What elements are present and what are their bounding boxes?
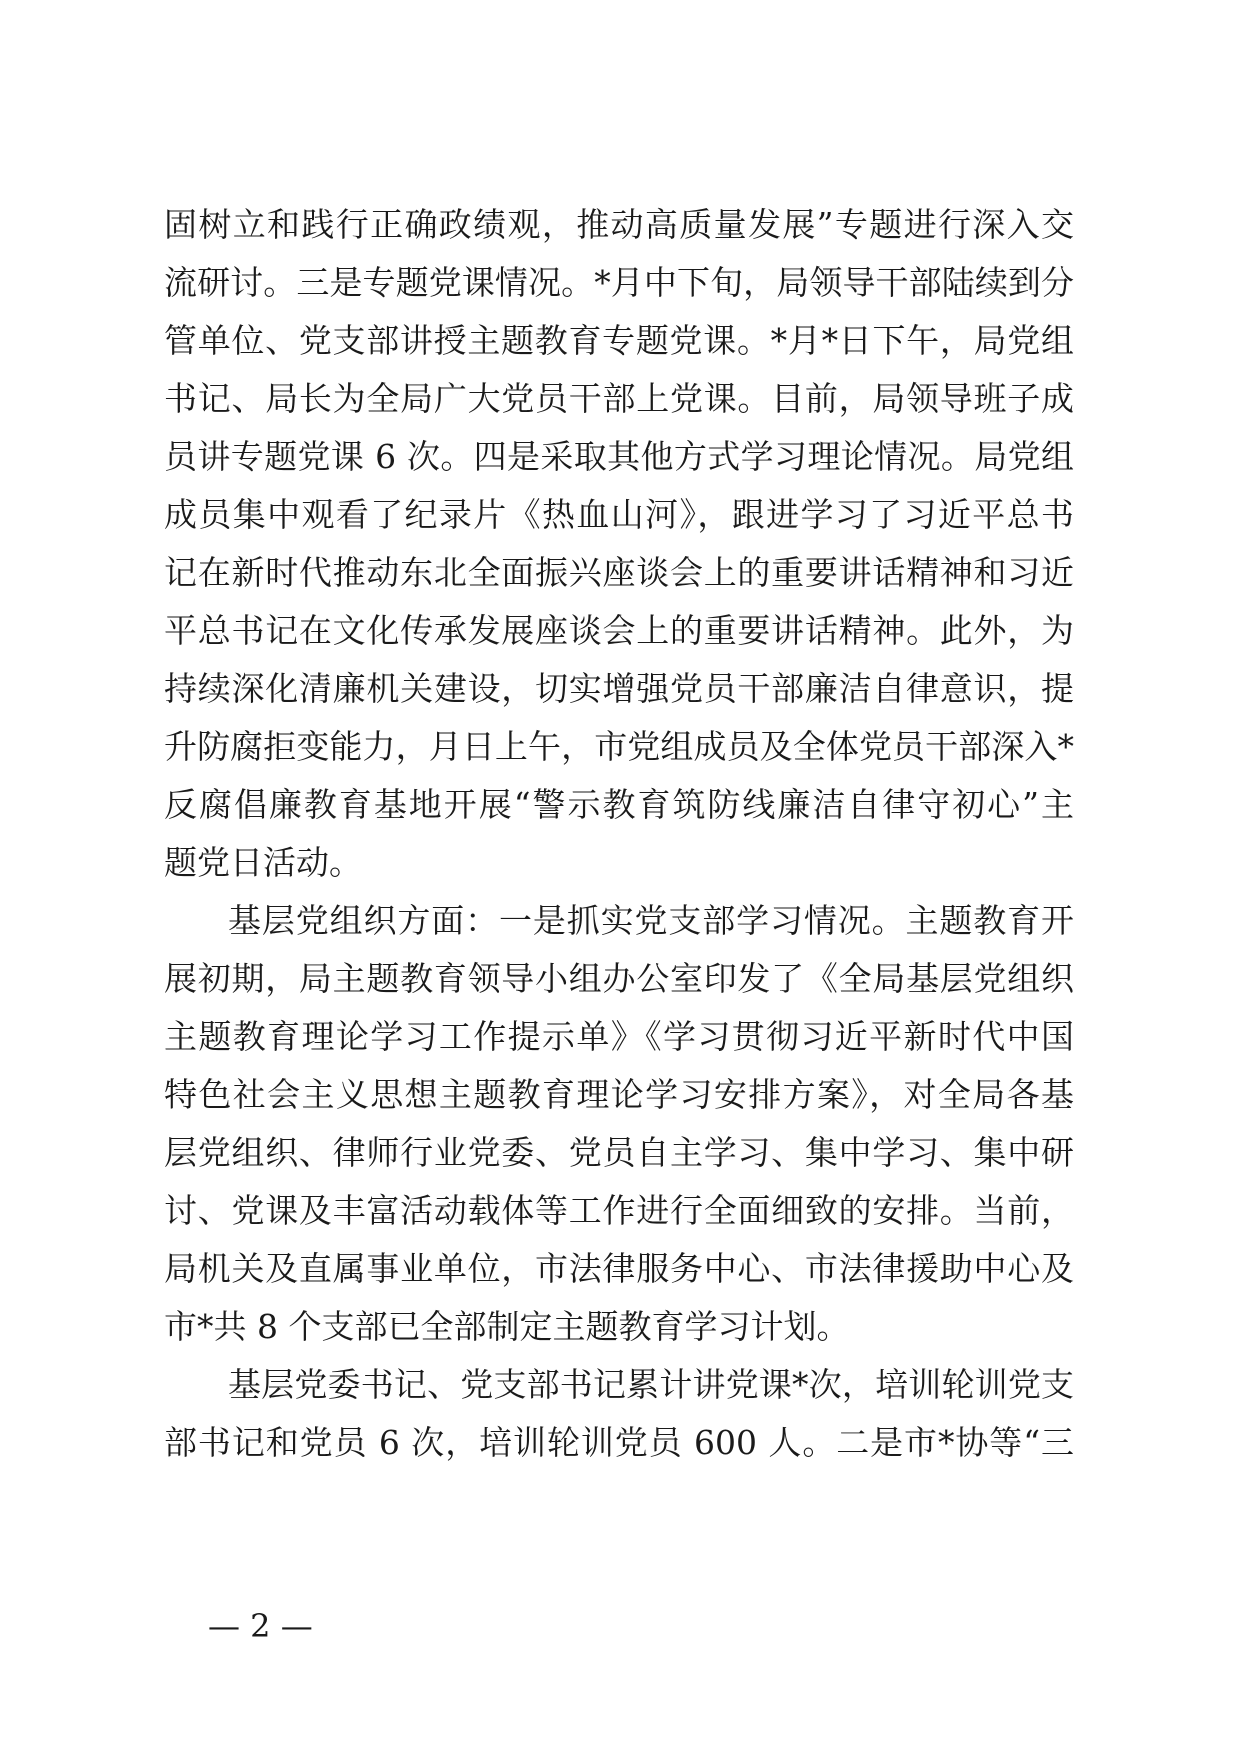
text-line: 记在新时代推动东北全面振兴座谈会上的重要讲话精神和习近 — [164, 553, 1074, 592]
text-line: 反腐倡廉教育基地开展“警示教育筑防线廉洁自律守初心”主 — [164, 785, 1074, 824]
text-line: 升防腐拒变能力，月日上午，市党组成员及全体党员干部深入* — [164, 727, 1074, 766]
text-line: 层党组织、律师行业党委、党员自主学习、集中学习、集中研 — [164, 1133, 1074, 1172]
text-line: 成员集中观看了纪录片《热血山河》，跟进学习了习近平总书 — [164, 495, 1074, 534]
page-number: — 2 — — [208, 1607, 313, 1645]
text-line: 局机关及直属事业单位，市法律服务中心、市法律援助中心及 — [164, 1249, 1074, 1288]
text-line: 特色社会主义思想主题教育理论学习安排方案》，对全局各基 — [164, 1075, 1074, 1114]
text-line: 管单位、党支部讲授主题教育专题党课。*月*日下午，局党组 — [164, 321, 1074, 360]
text-line: 市*共 8 个支部已全部制定主题教育学习计划。 — [164, 1307, 850, 1346]
text-line: 展初期，局主题教育领导小组办公室印发了《全局基层党组织 — [164, 959, 1074, 998]
text-line: 平总书记在文化传承发展座谈会上的重要讲话精神。此外，为 — [164, 611, 1074, 650]
text-line: 主题教育理论学习工作提示单》《学习贯彻习近平新时代中国 — [164, 1017, 1074, 1056]
text-line: 题党日活动。 — [164, 843, 362, 882]
text-line: 固树立和践行正确政绩观，推动高质量发展”专题进行深入交 — [164, 205, 1074, 244]
text-line: 部书记和党员 6 次，培训轮训党员 600 人。二是市*协等“三 — [164, 1423, 1074, 1462]
text-line: 持续深化清廉机关建设，切实增强党员干部廉洁自律意识，提 — [164, 669, 1074, 708]
text-line: 讨、党课及丰富活动载体等工作进行全面细致的安排。当前， — [164, 1191, 1074, 1230]
text-line: 基层党委书记、党支部书记累计讲党课*次，培训轮训党支 — [228, 1365, 1074, 1404]
text-line: 员讲专题党课 6 次。四是采取其他方式学习理论情况。局党组 — [164, 437, 1074, 476]
text-line: 基层党组织方面：一是抓实党支部学习情况。主题教育开 — [228, 901, 1074, 940]
text-line: 书记、局长为全局广大党员干部上党课。目前，局领导班子成 — [164, 379, 1074, 418]
text-line: 流研讨。三是专题党课情况。*月中下旬，局领导干部陆续到分 — [164, 263, 1074, 302]
